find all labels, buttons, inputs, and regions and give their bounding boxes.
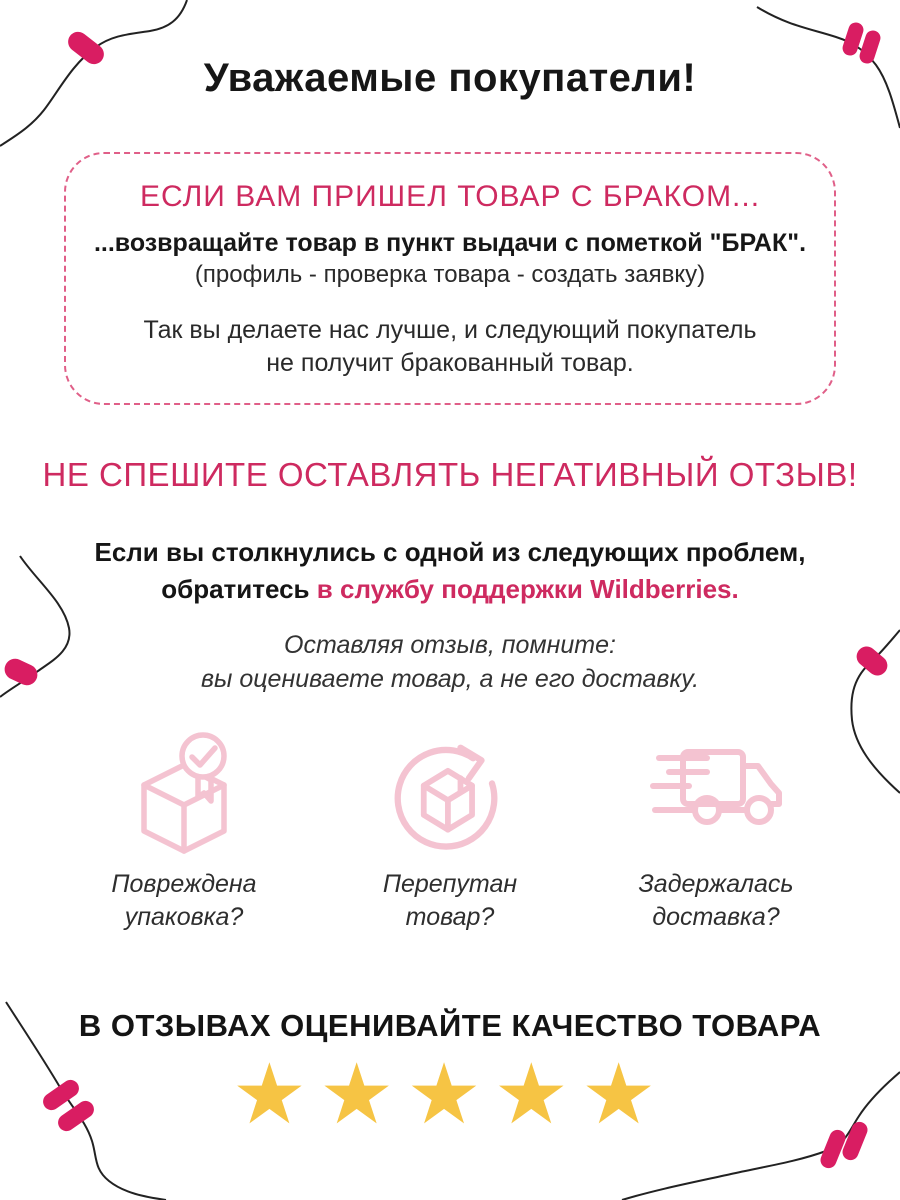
problem-delayed-delivery xyxy=(583,726,849,934)
mixed-up-product-icon xyxy=(387,726,513,864)
defect-info-box xyxy=(64,152,836,405)
problem-mixed-up-product xyxy=(317,726,583,934)
problem-damaged-package xyxy=(51,726,317,934)
defect-box-body xyxy=(66,314,834,380)
problems-row xyxy=(50,726,850,934)
problem-label: Перепутан товар? xyxy=(382,870,518,931)
review-bold-line2-black: обратитесь xyxy=(161,574,317,604)
pill-top-right-1 xyxy=(841,21,866,58)
page-title: Уважаемые покупатели! xyxy=(203,56,697,100)
delayed-delivery-icon xyxy=(641,726,791,864)
review-italic-line1: Оставляя отзыв, помните: xyxy=(284,631,616,659)
review-bold-paragraph xyxy=(0,534,900,608)
defect-box-bold-line: ...возвращайте товар в пункт выдачи с пометкой "БРАК". xyxy=(93,229,807,257)
footer-heading: В ОТЗЫВАХ ОЦЕНИВАЙТЕ КАЧЕСТВО ТОВАРА xyxy=(78,1008,822,1043)
review-bold-line2-pink: в службу поддержки Wildberries. xyxy=(316,574,739,604)
problem-label: Повреждена упаковка? xyxy=(111,870,257,931)
review-bold-line2 xyxy=(0,571,900,608)
review-italic-note xyxy=(0,628,900,696)
problem-label: Задержалась доставка? xyxy=(638,870,794,931)
review-warning-heading: НЕ СПЕШИТЕ ОСТАВЛЯТЬ НЕГАТИВНЫЙ ОТЗЫВ! xyxy=(42,456,858,493)
review-italic-line2: вы оцениваете товар, а не его доставку. xyxy=(200,665,700,693)
damaged-package-icon xyxy=(118,726,250,864)
defect-box-heading: ЕСЛИ ВАМ ПРИШЕЛ ТОВАР С БРАКОМ... xyxy=(139,180,761,213)
review-bold-line1: Если вы столкнулись с одной из следующих проблем, xyxy=(94,537,806,567)
defect-box-body-line1: Так вы делаете нас лучше, и следующий покупатель xyxy=(143,316,757,344)
defect-box-body-line2: не получит бракованный товар. xyxy=(266,349,634,377)
defect-box-hint-line: (профиль - проверка товара - создать заявку) xyxy=(194,261,706,288)
five-star-rating: ★★★★★ xyxy=(231,1045,669,1143)
